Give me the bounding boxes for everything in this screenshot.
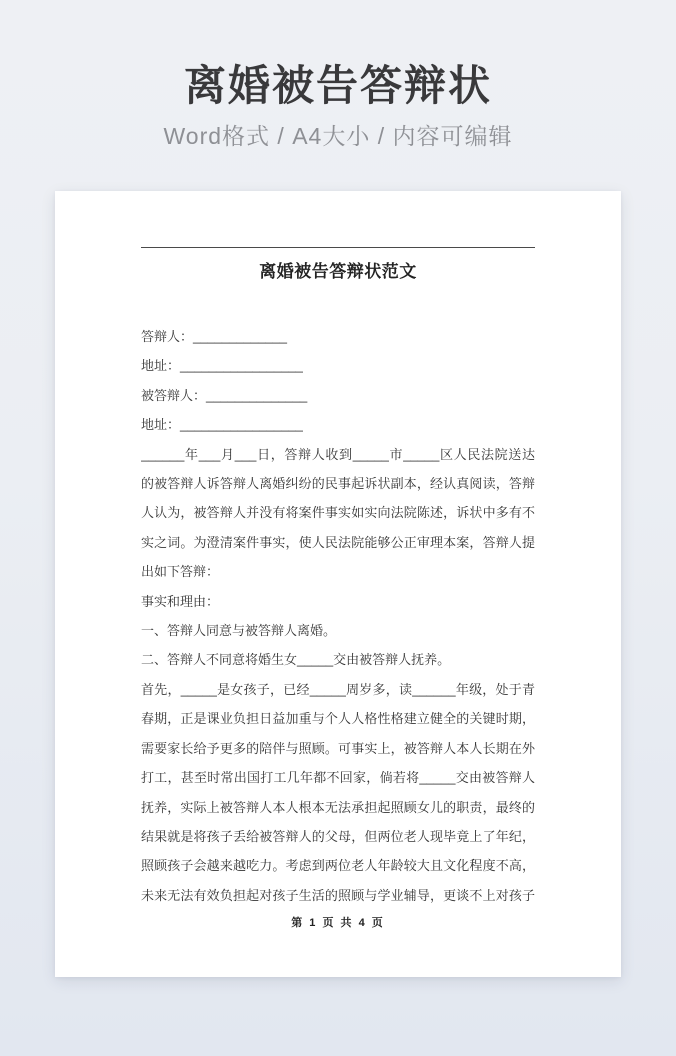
document-content xyxy=(55,191,621,930)
document-line: 春期，正是课业负担日益加重与个人人格性格建立健全的关键时期， xyxy=(141,711,535,727)
document-line: 实之词。为澄清案件事实，使人民法院能够公正审理本案，答辩人提 xyxy=(141,534,535,550)
template-header xyxy=(0,0,676,151)
document-line: 被答辩人：______________ xyxy=(141,387,308,403)
document-line: 出如下答辩： xyxy=(141,564,220,580)
document-line: 答辩人：_____________ xyxy=(141,329,287,344)
document-divider xyxy=(141,247,535,248)
document-page xyxy=(55,191,621,977)
page-footer: 第 1 页 共 4 页 xyxy=(291,917,385,930)
document-line: 需要家长给予更多的陪伴与照顾。可事实上，被答辩人本人长期在外 xyxy=(141,740,535,756)
document-line: 事实和理由： xyxy=(141,593,220,609)
document-title: 离婚被告答辩状范文 xyxy=(259,262,417,281)
document-line: 二、答辩人不同意将婚生女_____交由被答辩人抚养。 xyxy=(141,652,451,668)
document-line: 结果就是将孩子丢给被答辩人的父母，但两位老人现毕竟上了年纪， xyxy=(141,828,535,844)
document-line: 地址：_________________ xyxy=(141,417,303,433)
document-line: 抚养，实际上被答辩人本人根本无法承担起照顾女儿的职责，最终的 xyxy=(141,799,535,815)
document-line: 人认为，被答辩人并没有将案件事实如实向法院陈述，诉状中多有不 xyxy=(141,505,535,521)
document-preview xyxy=(0,191,676,977)
document-line: 未来无法有效负担起对孩子生活的照顾与学业辅导，更谈不上对孩子 xyxy=(141,887,535,903)
page-subtitle: Word格式 / A4大小 / 内容可编辑 xyxy=(163,123,513,149)
document-body xyxy=(141,322,535,910)
page-title: 离婚被告答辩状 xyxy=(183,62,492,109)
document-line: 一、答辩人同意与被答辩人离婚。 xyxy=(141,623,337,639)
document-line: 照顾孩子会越来越吃力。考虑到两位老人年龄较大且文化程度不高， xyxy=(141,858,535,874)
document-line: 打工，甚至时常出国打工几年都不回家，倘若将_____交由被答辩人 xyxy=(141,770,535,786)
document-line: 地址：_________________ xyxy=(141,358,303,374)
document-line: 首先，_____是女孩子，已经_____周岁多，读______年级，处于青 xyxy=(141,681,535,697)
document-line: 的被答辩人诉答辩人离婚纠纷的民事起诉状副本，经认真阅读，答辩 xyxy=(141,476,535,492)
document-line: ______年___月___日，答辩人收到_____市_____区人民法院送达 xyxy=(141,446,535,462)
